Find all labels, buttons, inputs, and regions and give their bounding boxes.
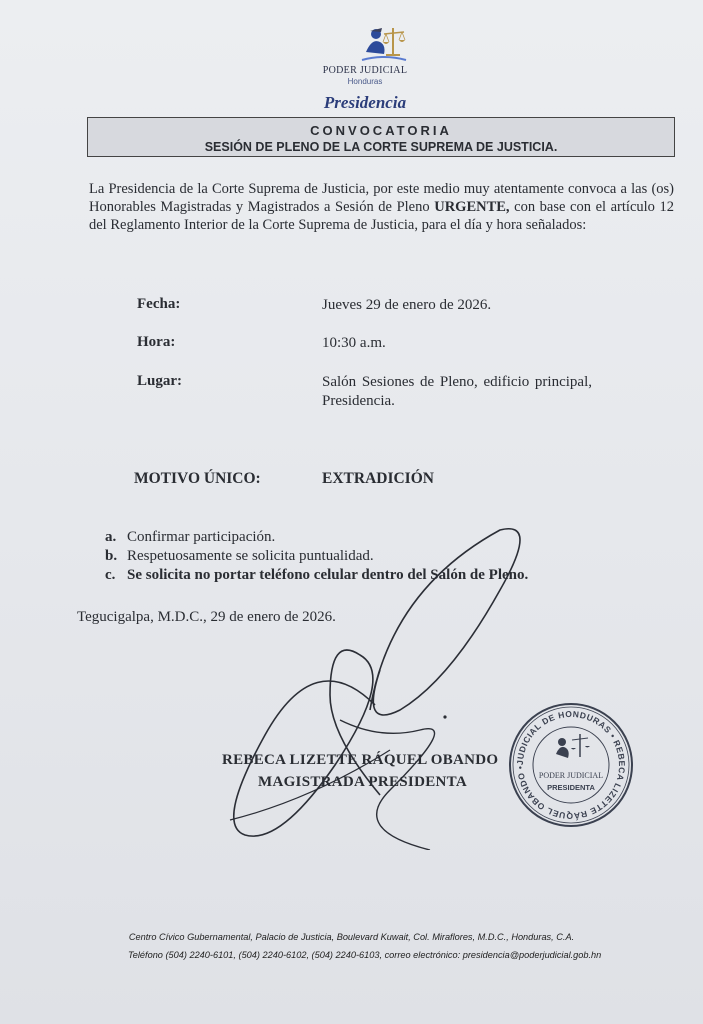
judicial-scales-logo-icon: [356, 22, 412, 68]
footer-address: Centro Cívico Gubernamental, Palacio de Justicia, Boulevard Kuwait, Col. Miraflores, M.D.C., Honduras, C.A.: [128, 932, 575, 942]
handwritten-signature: [200, 520, 540, 850]
seal-center-line2: PRESIDENTA: [547, 783, 595, 792]
place-value: Salón Sesiones de Pleno, edificio principal, Presidencia.: [322, 374, 592, 409]
seal-ring-text: JUDICIAL DE HONDURAS • REBECA LIZETTE RÁQUEL OBANDO •: [514, 708, 628, 822]
intro-paragraph: [89, 180, 674, 234]
list-marker: c.: [105, 567, 116, 583]
motive-label: MOTIVO ÚNICO:: [134, 470, 261, 487]
intro-text-2: con base con el artículo 12 del Reglamento Interior de la Corte Suprema de Justicia, para el día y hora señalados:: [89, 199, 674, 233]
department-name: Presidencia: [323, 93, 407, 112]
list-text: Se solicita no portar teléfono celular dentro del Salón de Pleno.: [127, 567, 529, 583]
signatory-role: MAGISTRADA PRESIDENTA: [258, 774, 467, 790]
list-marker: b.: [105, 548, 118, 564]
motive-value: EXTRADICIÓN: [322, 470, 434, 487]
title-box: [87, 117, 675, 157]
footer-contact: Teléfono (504) 2240-6101, (504) 2240-6102, (504) 2240-6103, correo electrónico: presidencia@poderjudicial.gob.hn: [128, 950, 602, 960]
list-text: Respetuosamente se solicita puntualidad.: [127, 548, 374, 564]
date-value: Jueves 29 de enero de 2026.: [322, 297, 492, 313]
official-seal-stamp: [508, 702, 634, 828]
place-date: Tegucigalpa, M.D.C., 29 de enero de 2026.: [77, 609, 336, 625]
time-label: Hora:: [137, 334, 176, 350]
signatory-name: REBECA LIZETTE RÁQUEL OBANDO: [222, 752, 499, 768]
date-label: Fecha:: [137, 296, 181, 312]
intro-text-1: La Presidencia de la Corte Suprema de Justicia, por este medio muy atentamente convoca a las (os) Honorables Magistradas y Magistrados a Sesión de Pleno: [89, 181, 674, 215]
doc-title: CONVOCATORIA: [310, 123, 452, 138]
intro-urgent: URGENTE,: [434, 199, 510, 215]
seal-center-line1: PODER JUDICIAL: [538, 771, 604, 780]
time-value: 10:30 a.m.: [322, 335, 386, 351]
list-marker: a.: [105, 529, 117, 545]
org-country: Honduras: [347, 77, 383, 86]
svg-text:JUDICIAL DE HONDURAS • REBECA: [515, 709, 627, 821]
place-label: Lugar:: [137, 373, 182, 389]
doc-subtitle: SESIÓN DE PLENO DE LA CORTE SUPREMA DE JUSTICIA.: [204, 140, 558, 154]
list-text: Confirmar participación.: [127, 529, 276, 545]
org-name: PODER JUDICIAL: [322, 65, 408, 76]
